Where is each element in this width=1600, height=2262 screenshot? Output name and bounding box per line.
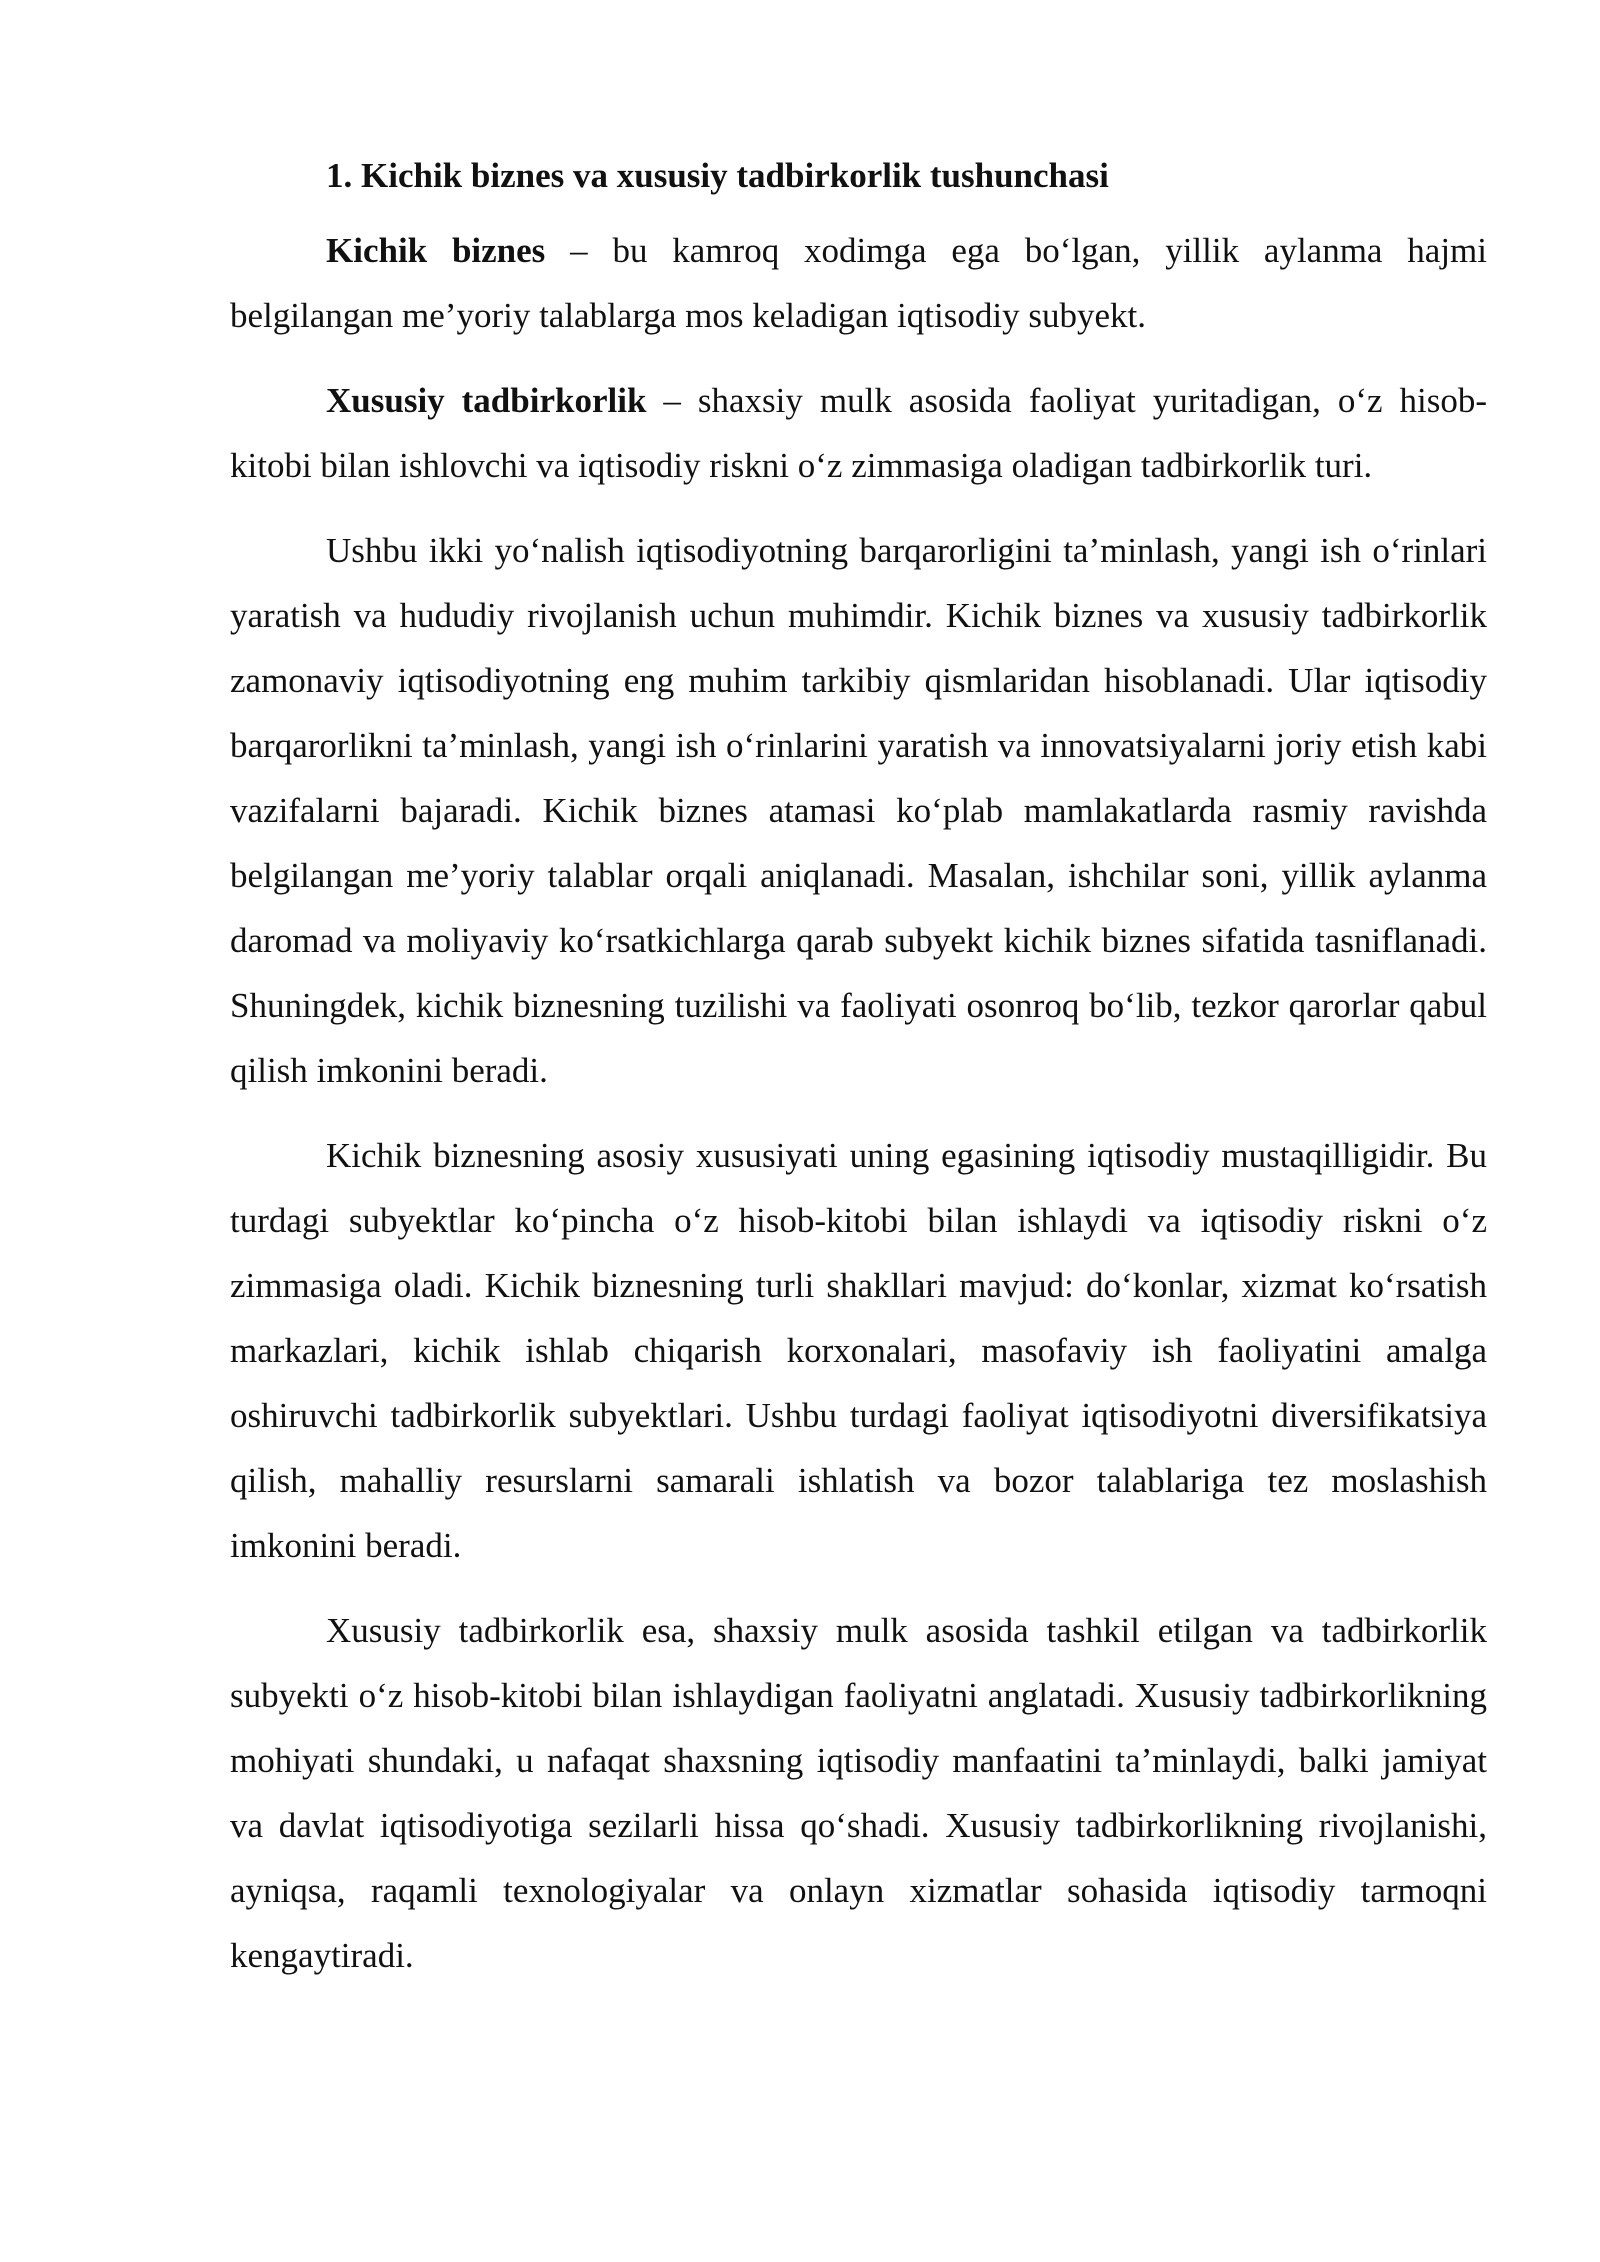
definition-term: Xususiy tadbirkorlik <box>326 381 647 420</box>
section-heading: 1. Kichik biznes va xususiy tadbirkorlik tushunchasi <box>326 156 1109 195</box>
definition-text: – shaxsiy mulk asosida faoliyat yuritadigan, o‘z hisob-kitobi bilan ishlovchi va iqtisodiy riskni o‘z zimmasiga oladigan tadbirkorlik turi. <box>230 381 1487 485</box>
document-page <box>230 148 1487 2008</box>
body-paragraph: Ushbu ikki yo‘nalish iqtisodiyotning barqarorligini ta’minlash, yangi ish o‘rinlari yaratish va hududiy rivojlanish uchun muhimdir. Kichik biznes va xususiy tadbirkorlik zamonaviy iqtisodiyotning eng muhim tarkibiy qismlaridan hisoblanadi. Ular iqtisodiy barqarorlikni ta’minlash, yangi ish o‘rinlarini yaratish va innovatsiyalarni joriy etish kabi vazifalarni bajaradi. Kichik biznes atamasi ko‘plab mamlakatlarda rasmiy ravishda belgilangan me’yoriy talablar orqali aniqlanadi. Masalan, ishchilar soni, yillik aylanma daromad va moliyaviy ko‘rsatkichlarga qarab subyekt kichik biznes sifatida tasniflanadi. Shuningdek, kichik biznesning tuzilishi va faoliyati osonroq bo‘lib, tezkor qarorlar qabul qilish imkonini beradi. <box>230 531 1487 1090</box>
body-paragraph: Xususiy tadbirkorlik esa, shaxsiy mulk asosida tashkil etilgan va tadbirkorlik subyekti o‘z hisob-kitobi bilan ishlaydigan faoliyatni anglatadi. Xususiy tadbirkorlikning mohiyati shundaki, u nafaqat shaxsning iqtisodiy manfaatini ta’minlaydi, balki jamiyat va davlat iqtisodiyotiga sezilarli hissa qo‘shadi. Xususiy tadbirkorlikning rivojlanishi, ayniqsa, raqamli texnologiyalar va onlayn xizmatlar sohasida iqtisodiy tarmoqni kengaytiradi. <box>230 1611 1487 1975</box>
body-paragraph: Kichik biznesning asosiy xususiyati uning egasining iqtisodiy mustaqilligidir. Bu turdagi subyektlar ko‘pincha o‘z hisob-kitobi bilan ishlaydi va iqtisodiy riskni o‘z zimmasiga oladi. Kichik biznesning turli shakllari mavjud: do‘konlar, xizmat ko‘rsatish markazlari, kichik ishlab chiqarish korxonalari, masofaviy ish faoliyatini amalga oshiruvchi tadbirkorlik subyektlari. Ushbu turdagi faoliyat iqtisodiyotni diversifikatsiya qilish, mahalliy resurslarni samarali ishlatish va bozor talablariga tez moslashish imkonini beradi. <box>230 1136 1487 1565</box>
definition-term: Kichik biznes <box>326 231 546 270</box>
definition-private-entrepreneurship <box>230 368 1487 498</box>
definition-small-business <box>230 218 1487 348</box>
definition-text: – bu kamroq xodimga ega bo‘lgan, yillik aylanma hajmi belgilangan me’yoriy talablarga mos keladigan iqtisodiy subyekt. <box>230 231 1487 335</box>
